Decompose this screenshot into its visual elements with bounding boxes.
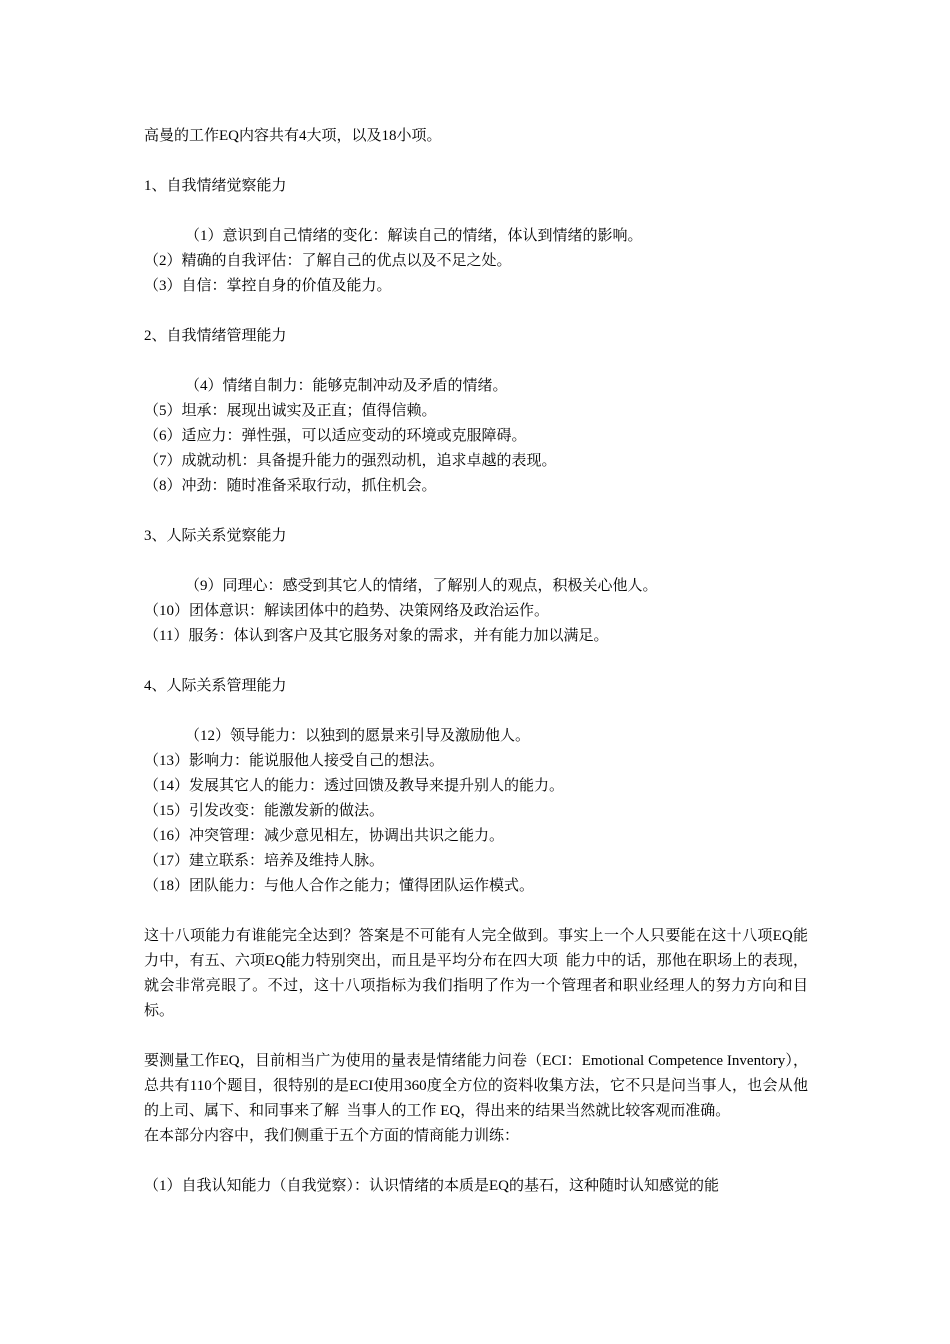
spacer [144,299,808,324]
section-1-heading: 1、自我情绪觉察能力 [144,178,287,194]
spacer [144,549,808,574]
spacer [144,349,808,374]
summary-paragraph: 这十八项能力有谁能完全达到？答案是不可能有人完全做到。事实上一个人只要能在这十八项EQ能力中，有五、六项EQ能力特别突出，而且是平均分布在四大项 能力中的话，那他在职场上的表现，就会非常亮眼了。不过，这十八项指标为我们指明了作为一个管理者和职业经理人的努力方向和目标。 [144,928,808,1019]
spacer [144,199,808,224]
section-4-item-6: （17）建立联系：培养及维持人脉。 [144,853,385,869]
spacer [144,499,808,524]
section-2-item-3: （6）适应力：弹性强，可以适应变动的环境或克服障碍。 [144,428,527,444]
section-4-item-4: （15）引发改变：能激发新的做法。 [144,803,385,819]
section-4-item-5: （16）冲突管理：减少意见相左，协调出共识之能力。 [144,828,505,844]
training-item-1: （1）自我认知能力（自我觉察）：认识情绪的本质是EQ的基石，这种随时认知感觉的能 [144,1178,719,1194]
section-4-item-1: （12）领导能力：以独到的愿景来引导及激励他人。 [185,728,531,744]
section-4-heading: 4、人际关系管理能力 [144,678,287,694]
section-3-item-1: （9）同理心：感受到其它人的情绪，了解别人的观点，积极关心他人。 [185,578,658,594]
spacer [144,149,808,174]
spacer [144,899,808,924]
section-4-item-2: （13）影响力：能说服他人接受自己的想法。 [144,753,445,769]
eci-paragraph: 要测量工作EQ，目前相当广为使用的量表是情绪能力问卷（ECI：Emotional Competence Inventory），总共有110个题目，很特别的是ECI使用360度全方位的资料收集方法，它不只是问当事人，也会从他的上司、属下、和同事来了解 当事人的工作 EQ，得出来的结果当然就比较客观而准确。 [144,1053,808,1119]
section-4-item-7: （18）团队能力：与他人合作之能力；懂得团队运作模式。 [144,878,535,894]
spacer [144,1024,808,1049]
section-2-item-4: （7）成就动机：具备提升能力的强烈动机，追求卓越的表现。 [144,453,557,469]
section-3-item-3: （11）服务：体认到客户及其它服务对象的需求，并有能力加以满足。 [144,628,609,644]
intro-line: 高曼的工作EQ内容共有4大项，以及18小项。 [144,128,442,144]
section-4-item-3: （14）发展其它人的能力：透过回馈及教导来提升别人的能力。 [144,778,565,794]
section-3-item-2: （10）团体意识：解读团体中的趋势、决策网络及政治运作。 [144,603,550,619]
section-2-item-1: （4）情绪自制力：能够克制冲动及矛盾的情绪。 [185,378,508,394]
section-1-item-1: （1）意识到自己情绪的变化：解读自己的情绪，体认到情绪的影响。 [185,228,643,244]
document-body [144,124,808,1199]
spacer [144,699,808,724]
spacer [144,649,808,674]
section-2-item-5: （8）冲劲：随时准备采取行动，抓住机会。 [144,478,437,494]
section-1-item-3: （3）自信：掌控自身的价值及能力。 [144,278,392,294]
section-2-heading: 2、自我情绪管理能力 [144,328,287,344]
section-3-heading: 3、人际关系觉察能力 [144,528,287,544]
spacer [144,1149,808,1174]
section-1-item-2: （2）精确的自我评估：了解自己的优点以及不足之处。 [144,253,512,269]
section-2-item-2: （5）坦承：展现出诚实及正直；值得信赖。 [144,403,437,419]
training-intro: 在本部分内容中，我们侧重于五个方面的情商能力训练： [144,1128,520,1144]
